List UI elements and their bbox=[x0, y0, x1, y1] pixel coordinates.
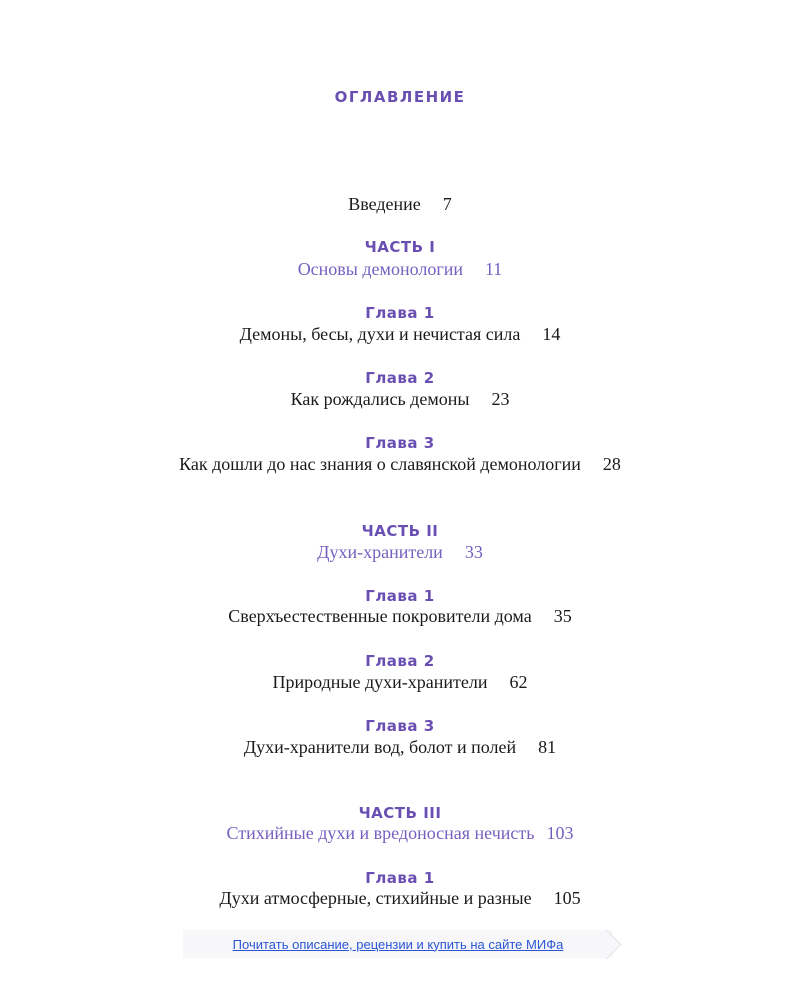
part-label: ЧАСТЬ II bbox=[361, 522, 439, 540]
entry-page-number: 62 bbox=[509, 672, 528, 692]
entry-title: Введение bbox=[348, 194, 421, 214]
entry-page-number: 33 bbox=[464, 542, 483, 562]
entry-title: Природные духи-хранители bbox=[272, 672, 488, 692]
entry-page-number: 103 bbox=[546, 823, 574, 843]
entry-title: Стихийные духи и вредоносная нечисть bbox=[226, 823, 535, 843]
toc-entry-chapter[interactable] bbox=[0, 606, 800, 627]
part-label: ЧАСТЬ I bbox=[364, 238, 436, 256]
toc-title: ОГЛАВЛЕНИЕ bbox=[334, 88, 466, 106]
toc-entry-part[interactable] bbox=[0, 259, 800, 280]
chapter-label: Глава 2 bbox=[365, 369, 435, 387]
toc-entry-chapter[interactable] bbox=[0, 737, 800, 758]
chevron-right-icon bbox=[592, 930, 622, 960]
read-more-link-text[interactable]: Почитать описание, рецензии и купить на сайте МИФа bbox=[232, 936, 564, 952]
entry-title: Как дошли до нас знания о славянской демонологии bbox=[179, 454, 581, 474]
chapter-label: Глава 3 bbox=[365, 717, 435, 735]
chapter-label: Глава 2 bbox=[365, 652, 435, 670]
toc-entry-chapter[interactable] bbox=[0, 888, 800, 909]
toc-entry-chapter[interactable] bbox=[0, 324, 800, 345]
entry-page-number: 14 bbox=[542, 324, 561, 344]
entry-page-number: 28 bbox=[602, 454, 621, 474]
entry-title: Духи-хранители bbox=[317, 542, 443, 562]
part-label: ЧАСТЬ III bbox=[358, 804, 442, 822]
chapter-label: Глава 1 bbox=[365, 304, 435, 322]
toc-entry-chapter[interactable] bbox=[0, 389, 800, 410]
toc-entry-intro[interactable] bbox=[0, 194, 800, 215]
chapter-label: Глава 1 bbox=[365, 869, 435, 887]
chapter-label: Глава 1 bbox=[365, 587, 435, 605]
entry-title: Духи-хранители вод, болот и полей bbox=[243, 737, 517, 757]
toc-entry-chapter[interactable] bbox=[0, 672, 800, 693]
toc-entry-chapter[interactable] bbox=[0, 454, 800, 475]
entry-title: Как рождались демоны bbox=[290, 389, 470, 409]
entry-title: Основы демонологии bbox=[297, 259, 463, 279]
entry-page-number: 23 bbox=[491, 389, 510, 409]
toc-entry-part[interactable] bbox=[0, 542, 800, 563]
entry-page-number: 105 bbox=[553, 888, 581, 908]
entry-page-number: 11 bbox=[484, 259, 503, 279]
entry-page-number: 81 bbox=[538, 737, 557, 757]
chapter-label: Глава 3 bbox=[365, 434, 435, 452]
entry-title: Сверхъестественные покровители дома bbox=[228, 606, 532, 626]
toc-entry-part[interactable] bbox=[0, 823, 800, 844]
entry-title: Демоны, бесы, духи и нечистая сила bbox=[239, 324, 521, 344]
entry-page-number: 7 bbox=[442, 194, 452, 214]
entry-title: Духи атмосферные, стихийные и разные bbox=[219, 888, 532, 908]
read-more-link[interactable] bbox=[183, 930, 613, 958]
entry-page-number: 35 bbox=[553, 606, 572, 626]
